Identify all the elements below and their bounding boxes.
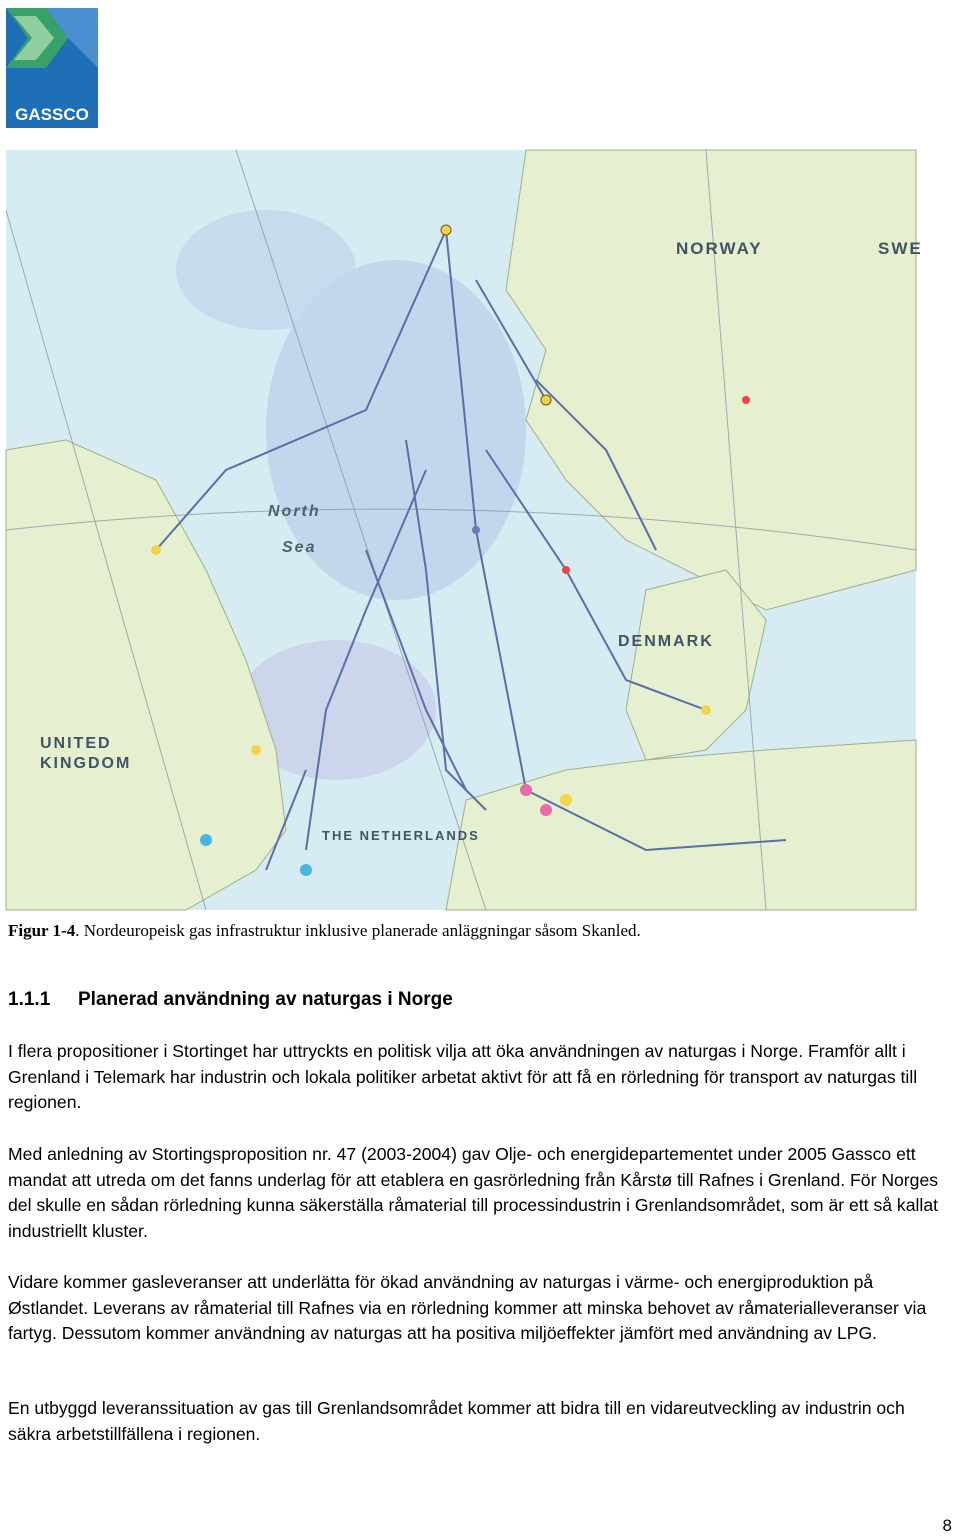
paragraph-text: En utbyggd leveranssituation av gas till Grenlandsområdet kommer att bidra till en vidareutveckling av industrin och säkra arbetstillfällena i regionen.	[8, 1398, 905, 1444]
paragraph-1	[8, 1039, 942, 1116]
figure-caption	[8, 920, 938, 942]
label-uk-line1: UNITED	[40, 735, 112, 752]
paragraph-3	[8, 1270, 942, 1347]
paragraph-text: I flera propositioner i Stortinget har uttryckts en politisk vilja att öka användningen av naturgas i Norge. Framför allt i Grenland i Telemark har industrin och lokala politiker arbetat aktivt för att få en rörledning för transport av naturgas till regionen.	[8, 1041, 918, 1113]
paragraph-2	[8, 1142, 942, 1244]
paragraph-text: Vidare kommer gasleveranser att underlätta för ökad användning av naturgas i värme- och energiproduktion på Østlandet. Leverans av råmaterial till Rafnes via en rörledning kommer att minska behovet av råmaterialleveranser via fartyg. Dessutom kommer användning av naturgas att ha positiva miljöeffekter jämfört med användning av LPG.	[8, 1272, 927, 1344]
section-heading	[8, 988, 938, 1012]
page-number: 8	[942, 1516, 952, 1535]
infrastructure-map	[6, 150, 923, 910]
label-netherlands: THE NETHERLANDS	[322, 828, 480, 843]
figure-caption-text: . Nordeuropeisk gas infrastruktur inklusive planerade anläggningar såsom Skanled.	[75, 921, 641, 940]
label-north-sea-line1: North	[268, 503, 321, 520]
label-sweden: SWE	[878, 239, 923, 258]
paragraph-4	[8, 1396, 942, 1447]
gassco-logo	[6, 8, 98, 128]
logo-text: GASSCO	[15, 105, 89, 124]
section-number: 1.1.1	[8, 989, 51, 1010]
label-norway: NORWAY	[676, 239, 763, 258]
label-north-sea-line2: Sea	[282, 539, 317, 556]
label-denmark: DENMARK	[618, 633, 714, 650]
section-title: Planerad användning av naturgas i Norge	[78, 989, 453, 1010]
paragraph-text: Med anledning av Stortingsproposition nr. 47 (2003-2004) gav Olje- och energidepartementet under 2005 Gassco ett mandat att utreda om det fanns underlag för att etablera en gasrörledning från Kårstø till Rafnes i Grenland. För Norges del skulle en sådan rörledning kunna säkerställa råmaterial till processindustrin i Grenlandsområdet, som är ett så kallat industriellt kluster.	[8, 1144, 939, 1241]
field-area-west	[176, 210, 356, 330]
figure-caption-lead: Figur 1-4	[8, 921, 76, 940]
gassco-logo-mark	[6, 8, 98, 128]
label-uk-line2: KINGDOM	[40, 755, 132, 772]
